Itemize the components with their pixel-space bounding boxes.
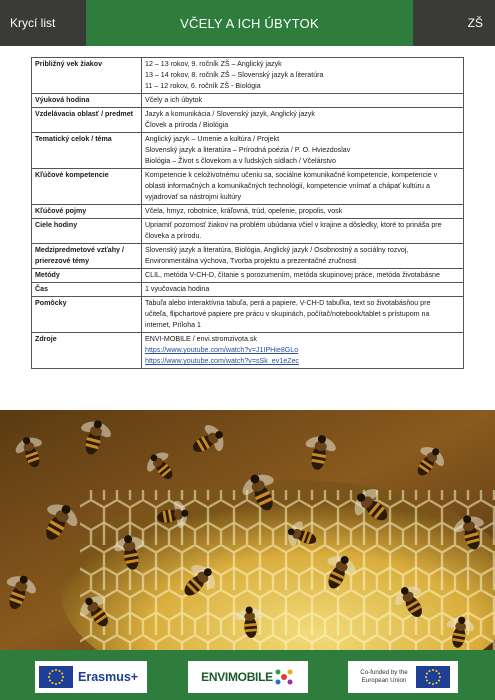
value-line: oblasti informačných a komunikačných technológií, kompetencie vnímať a chápať kultúru a: [145, 182, 430, 190]
value-line: Biológia – Život s človekom a v ľudských sídlach / Včelárstvo: [145, 157, 336, 165]
value-line: Včela, hmyz, robotnice, kráľovná, trúd, opelenie, propolis, vosk: [145, 207, 343, 215]
table-row: [32, 244, 464, 269]
row-value: [142, 133, 464, 169]
header-school-level: ZŠ: [413, 0, 495, 46]
table-row: [32, 283, 464, 297]
row-label: Metódy: [32, 269, 142, 283]
row-label: Približný vek žiakov: [32, 58, 142, 94]
row-label: Ciele hodiny: [32, 219, 142, 244]
value-line: Včely a ich úbytok: [145, 96, 203, 104]
value-line: vyjadrovať sa nástrojmi kultúry: [145, 193, 242, 201]
value-line: Upriamiť pozornosť žiakov na problém ubúdania včiel v krajine a dôsledky, ktoré to prináša pre: [145, 221, 442, 229]
erasmus-label: Erasmus+: [78, 670, 139, 684]
table-row: [32, 269, 464, 283]
source-link[interactable]: https://www.youtube.com/watch?v=J1IPHie8GLo: [145, 346, 299, 354]
value-line: Anglický jazyk – Umenie a kultúra / Projekt: [145, 135, 280, 143]
value-line: učiteľa, flipchartové papiere pre prácu v skupinách, počítač/notebook/tablet s prístupom na: [145, 310, 430, 318]
value-line: ENVI-MOBILE / envi.stromzivota.sk: [145, 335, 257, 343]
row-value: [142, 269, 464, 283]
value-line: internet, Príloha 1: [145, 321, 201, 329]
value-line: Slovenský jazyk a literatúra, Biológia, Anglický jazyk / Osobnostný a sociálny rozvoj,: [145, 246, 409, 254]
lesson-info-table-body: [32, 58, 464, 369]
page-title: VČELY A ICH ÚBYTOK: [180, 15, 319, 31]
row-value: [142, 219, 464, 244]
envi-mobile-logo-icon: [273, 666, 295, 688]
eu-flag-icon: [39, 666, 73, 688]
table-row: [32, 219, 464, 244]
table-row: [32, 94, 464, 108]
bees-illustration: [0, 410, 495, 650]
row-label: Medzipredmetové vzťahy / prierezové témy: [32, 244, 142, 269]
value-line: Slovenský jazyk a literatúra – Prírodná poézia / P. O. Hviezdoslav: [145, 146, 351, 154]
page-header: [0, 0, 495, 46]
eu-flag-icon: [416, 666, 450, 688]
row-label: Tematický celok / téma: [32, 133, 142, 169]
table-row: [32, 133, 464, 169]
table-row: [32, 108, 464, 133]
table-row: [32, 333, 464, 369]
row-label: Kľúčové kompetencie: [32, 169, 142, 205]
envimobile-logo: [188, 661, 308, 693]
lesson-info-table: [31, 57, 464, 369]
table-row: [32, 58, 464, 94]
eu-cofunded-label: Co-funded by the European Union: [360, 669, 408, 684]
row-value: [142, 283, 464, 297]
value-line: Kompetencie k celoživotnému učeniu sa, sociálne komunikačné kompetencie, kompetencie v: [145, 171, 438, 179]
value-line: CLIL, metóda V-CH-D, čítanie s porozumením, metóda skupinovej práce, metóda životabásne: [145, 271, 440, 279]
value-line: 13 – 14 rokov, 8. ročník ZŠ – Slovenský jazyk a literatúra: [145, 71, 324, 79]
row-value: [142, 333, 464, 369]
value-line: 11 – 12 rokov, 6. ročník ZŠ - Biológia: [145, 82, 261, 90]
row-label: Čas: [32, 283, 142, 297]
eu-cofunded-logo: [348, 661, 458, 693]
source-link[interactable]: https://www.youtube.com/watch?v=sSk_ev1eZec: [145, 357, 299, 365]
row-value: [142, 297, 464, 333]
value-line: Tabuľa alebo interaktívna tabuľa, perá a papiere, V-CH-D tabuľka, text so životabásňou pre: [145, 299, 431, 307]
value-line: 12 – 13 rokov, 9. ročník ZŠ – Anglický jazyk: [145, 60, 282, 68]
row-value: [142, 58, 464, 94]
row-value: [142, 108, 464, 133]
row-label: Zdroje: [32, 333, 142, 369]
table-row: [32, 297, 464, 333]
value-line: Človek a príroda / Biológia: [145, 121, 229, 129]
header-section-label: Krycí list: [0, 0, 86, 46]
row-value: [142, 94, 464, 108]
row-label: Výuková hodina: [32, 94, 142, 108]
row-label: Vzdelávacia oblasť / predmet: [32, 108, 142, 133]
row-value: [142, 169, 464, 205]
erasmus-logo: [35, 661, 147, 693]
value-line: Environmentálna výchova, Tvorba projektu a prezentačné zručnosti: [145, 257, 357, 265]
envimobile-label: ENVIMOBILE: [201, 670, 273, 684]
page-footer: [0, 650, 495, 700]
row-label: Pomôcky: [32, 297, 142, 333]
value-line: človeka a prírodu.: [145, 232, 202, 240]
table-row: [32, 169, 464, 205]
value-line: Jazyk a komunikácia / Slovenský jazyk, Anglický jazyk: [145, 110, 315, 118]
value-line: 1 vyučovacia hodina: [145, 285, 210, 293]
row-value: [142, 244, 464, 269]
row-label: Kľúčové pojmy: [32, 205, 142, 219]
bees-honeycomb-photo: [0, 410, 495, 650]
table-row: [32, 205, 464, 219]
row-value: [142, 205, 464, 219]
